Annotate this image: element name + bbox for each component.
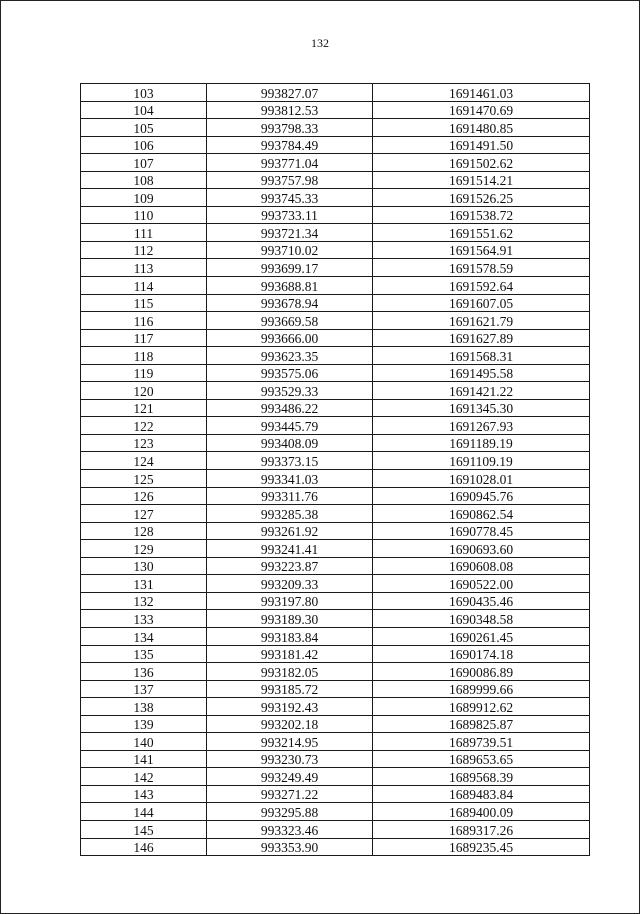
table-row (81, 838, 590, 856)
y-coordinate-cell: 993486.22 (207, 399, 373, 417)
table-row (81, 136, 590, 154)
point-number-cell: 117 (81, 329, 207, 347)
table-row (81, 312, 590, 330)
y-coordinate-cell: 993688.81 (207, 277, 373, 295)
point-number-cell: 122 (81, 417, 207, 435)
point-number-cell: 106 (81, 136, 207, 154)
table-row (81, 171, 590, 189)
point-number-cell: 108 (81, 171, 207, 189)
x-coordinate-cell: 1689317.26 (373, 820, 590, 838)
y-coordinate-cell: 993223.87 (207, 557, 373, 575)
point-number-cell: 134 (81, 627, 207, 645)
y-coordinate-cell: 993721.34 (207, 224, 373, 242)
y-coordinate-cell: 993623.35 (207, 347, 373, 365)
x-coordinate-cell: 1689568.39 (373, 768, 590, 786)
table-row (81, 154, 590, 172)
y-coordinate-cell: 993408.09 (207, 434, 373, 452)
x-coordinate-cell: 1689739.51 (373, 733, 590, 751)
point-number-cell: 128 (81, 522, 207, 540)
x-coordinate-cell: 1690693.60 (373, 540, 590, 558)
point-number-cell: 142 (81, 768, 207, 786)
x-coordinate-cell: 1691592.64 (373, 277, 590, 295)
y-coordinate-cell: 993202.18 (207, 715, 373, 733)
table-row (81, 347, 590, 365)
table-row (81, 119, 590, 137)
table-row (81, 715, 590, 733)
y-coordinate-cell: 993575.06 (207, 364, 373, 382)
table-row (81, 610, 590, 628)
point-number-cell: 136 (81, 663, 207, 681)
x-coordinate-cell: 1690348.58 (373, 610, 590, 628)
point-number-cell: 144 (81, 803, 207, 821)
point-number-cell: 116 (81, 312, 207, 330)
table-row (81, 206, 590, 224)
y-coordinate-cell: 993261.92 (207, 522, 373, 540)
table-row (81, 399, 590, 417)
table-row (81, 592, 590, 610)
y-coordinate-cell: 993710.02 (207, 241, 373, 259)
point-number-cell: 133 (81, 610, 207, 628)
x-coordinate-cell: 1691564.91 (373, 241, 590, 259)
x-coordinate-cell: 1689999.66 (373, 680, 590, 698)
x-coordinate-cell: 1691568.31 (373, 347, 590, 365)
x-coordinate-cell: 1690778.45 (373, 522, 590, 540)
point-number-cell: 123 (81, 434, 207, 452)
x-coordinate-cell: 1691607.05 (373, 294, 590, 312)
point-number-cell: 118 (81, 347, 207, 365)
x-coordinate-cell: 1691526.25 (373, 189, 590, 207)
y-coordinate-cell: 993185.72 (207, 680, 373, 698)
table-row (81, 434, 590, 452)
point-number-cell: 103 (81, 84, 207, 102)
point-number-cell: 126 (81, 487, 207, 505)
table-row (81, 785, 590, 803)
point-number-cell: 120 (81, 382, 207, 400)
y-coordinate-cell: 993197.80 (207, 592, 373, 610)
coordinates-table (80, 83, 590, 856)
point-number-cell: 132 (81, 592, 207, 610)
point-number-cell: 110 (81, 206, 207, 224)
point-number-cell: 135 (81, 645, 207, 663)
point-number-cell: 137 (81, 680, 207, 698)
table-row (81, 663, 590, 681)
point-number-cell: 111 (81, 224, 207, 242)
table-row (81, 452, 590, 470)
point-number-cell: 130 (81, 557, 207, 575)
x-coordinate-cell: 1690522.00 (373, 575, 590, 593)
table-row (81, 101, 590, 119)
y-coordinate-cell: 993812.53 (207, 101, 373, 119)
x-coordinate-cell: 1689912.62 (373, 698, 590, 716)
point-number-cell: 131 (81, 575, 207, 593)
y-coordinate-cell: 993230.73 (207, 750, 373, 768)
table-row (81, 768, 590, 786)
x-coordinate-cell: 1691551.62 (373, 224, 590, 242)
table-row (81, 627, 590, 645)
point-number-cell: 127 (81, 505, 207, 523)
table-row (81, 733, 590, 751)
y-coordinate-cell: 993669.58 (207, 312, 373, 330)
y-coordinate-cell: 993373.15 (207, 452, 373, 470)
x-coordinate-cell: 1690174.18 (373, 645, 590, 663)
table-row (81, 241, 590, 259)
y-coordinate-cell: 993666.00 (207, 329, 373, 347)
table-row (81, 84, 590, 102)
table-row (81, 382, 590, 400)
x-coordinate-cell: 1691267.93 (373, 417, 590, 435)
point-number-cell: 125 (81, 470, 207, 488)
table-row (81, 557, 590, 575)
point-number-cell: 143 (81, 785, 207, 803)
table-row (81, 277, 590, 295)
y-coordinate-cell: 993798.33 (207, 119, 373, 137)
y-coordinate-cell: 993678.94 (207, 294, 373, 312)
point-number-cell: 124 (81, 452, 207, 470)
x-coordinate-cell: 1691627.89 (373, 329, 590, 347)
y-coordinate-cell: 993271.22 (207, 785, 373, 803)
x-coordinate-cell: 1691495.58 (373, 364, 590, 382)
y-coordinate-cell: 993784.49 (207, 136, 373, 154)
table-row (81, 803, 590, 821)
table-row (81, 417, 590, 435)
table-row (81, 189, 590, 207)
x-coordinate-cell: 1689825.87 (373, 715, 590, 733)
table-row (81, 259, 590, 277)
page-number: 132 (311, 36, 329, 50)
point-number-cell: 129 (81, 540, 207, 558)
y-coordinate-cell: 993827.07 (207, 84, 373, 102)
point-number-cell: 114 (81, 277, 207, 295)
point-number-cell: 140 (81, 733, 207, 751)
point-number-cell: 146 (81, 838, 207, 856)
point-number-cell: 104 (81, 101, 207, 119)
y-coordinate-cell: 993182.05 (207, 663, 373, 681)
y-coordinate-cell: 993323.46 (207, 820, 373, 838)
table-row (81, 575, 590, 593)
x-coordinate-cell: 1691109.19 (373, 452, 590, 470)
table-row (81, 540, 590, 558)
y-coordinate-cell: 993249.49 (207, 768, 373, 786)
x-coordinate-cell: 1689400.09 (373, 803, 590, 821)
x-coordinate-cell: 1691502.62 (373, 154, 590, 172)
point-number-cell: 141 (81, 750, 207, 768)
x-coordinate-cell: 1689483.84 (373, 785, 590, 803)
y-coordinate-cell: 993295.88 (207, 803, 373, 821)
y-coordinate-cell: 993745.33 (207, 189, 373, 207)
table-row (81, 470, 590, 488)
y-coordinate-cell: 993183.84 (207, 627, 373, 645)
point-number-cell: 139 (81, 715, 207, 733)
x-coordinate-cell: 1691514.21 (373, 171, 590, 189)
y-coordinate-cell: 993189.30 (207, 610, 373, 628)
y-coordinate-cell: 993529.33 (207, 382, 373, 400)
point-number-cell: 107 (81, 154, 207, 172)
table-row (81, 364, 590, 382)
y-coordinate-cell: 993209.33 (207, 575, 373, 593)
y-coordinate-cell: 993733.11 (207, 206, 373, 224)
y-coordinate-cell: 993341.03 (207, 470, 373, 488)
table-row (81, 522, 590, 540)
y-coordinate-cell: 993311.76 (207, 487, 373, 505)
point-number-cell: 145 (81, 820, 207, 838)
table-row (81, 487, 590, 505)
point-number-cell: 113 (81, 259, 207, 277)
x-coordinate-cell: 1691345.30 (373, 399, 590, 417)
x-coordinate-cell: 1690862.54 (373, 505, 590, 523)
table-row (81, 680, 590, 698)
y-coordinate-cell: 993181.42 (207, 645, 373, 663)
table-row (81, 698, 590, 716)
table-row (81, 505, 590, 523)
x-coordinate-cell: 1689235.45 (373, 838, 590, 856)
table-row (81, 224, 590, 242)
x-coordinate-cell: 1691491.50 (373, 136, 590, 154)
x-coordinate-cell: 1691538.72 (373, 206, 590, 224)
point-number-cell: 112 (81, 241, 207, 259)
point-number-cell: 138 (81, 698, 207, 716)
point-number-cell: 115 (81, 294, 207, 312)
point-number-cell: 121 (81, 399, 207, 417)
table-row (81, 329, 590, 347)
x-coordinate-cell: 1691189.19 (373, 434, 590, 452)
point-number-cell: 119 (81, 364, 207, 382)
x-coordinate-cell: 1691028.01 (373, 470, 590, 488)
x-coordinate-cell: 1689653.65 (373, 750, 590, 768)
y-coordinate-cell: 993192.43 (207, 698, 373, 716)
x-coordinate-cell: 1690945.76 (373, 487, 590, 505)
x-coordinate-cell: 1691480.85 (373, 119, 590, 137)
x-coordinate-cell: 1691470.69 (373, 101, 590, 119)
table-row (81, 645, 590, 663)
x-coordinate-cell: 1691621.79 (373, 312, 590, 330)
x-coordinate-cell: 1691461.03 (373, 84, 590, 102)
x-coordinate-cell: 1690435.46 (373, 592, 590, 610)
x-coordinate-cell: 1690261.45 (373, 627, 590, 645)
x-coordinate-cell: 1691421.22 (373, 382, 590, 400)
y-coordinate-cell: 993285.38 (207, 505, 373, 523)
x-coordinate-cell: 1690608.08 (373, 557, 590, 575)
table-row (81, 820, 590, 838)
y-coordinate-cell: 993445.79 (207, 417, 373, 435)
x-coordinate-cell: 1691578.59 (373, 259, 590, 277)
y-coordinate-cell: 993771.04 (207, 154, 373, 172)
y-coordinate-cell: 993699.17 (207, 259, 373, 277)
point-number-cell: 105 (81, 119, 207, 137)
table-row (81, 750, 590, 768)
table-row (81, 294, 590, 312)
point-number-cell: 109 (81, 189, 207, 207)
y-coordinate-cell: 993214.95 (207, 733, 373, 751)
y-coordinate-cell: 993241.41 (207, 540, 373, 558)
y-coordinate-cell: 993757.98 (207, 171, 373, 189)
table-body (81, 84, 590, 856)
y-coordinate-cell: 993353.90 (207, 838, 373, 856)
x-coordinate-cell: 1690086.89 (373, 663, 590, 681)
